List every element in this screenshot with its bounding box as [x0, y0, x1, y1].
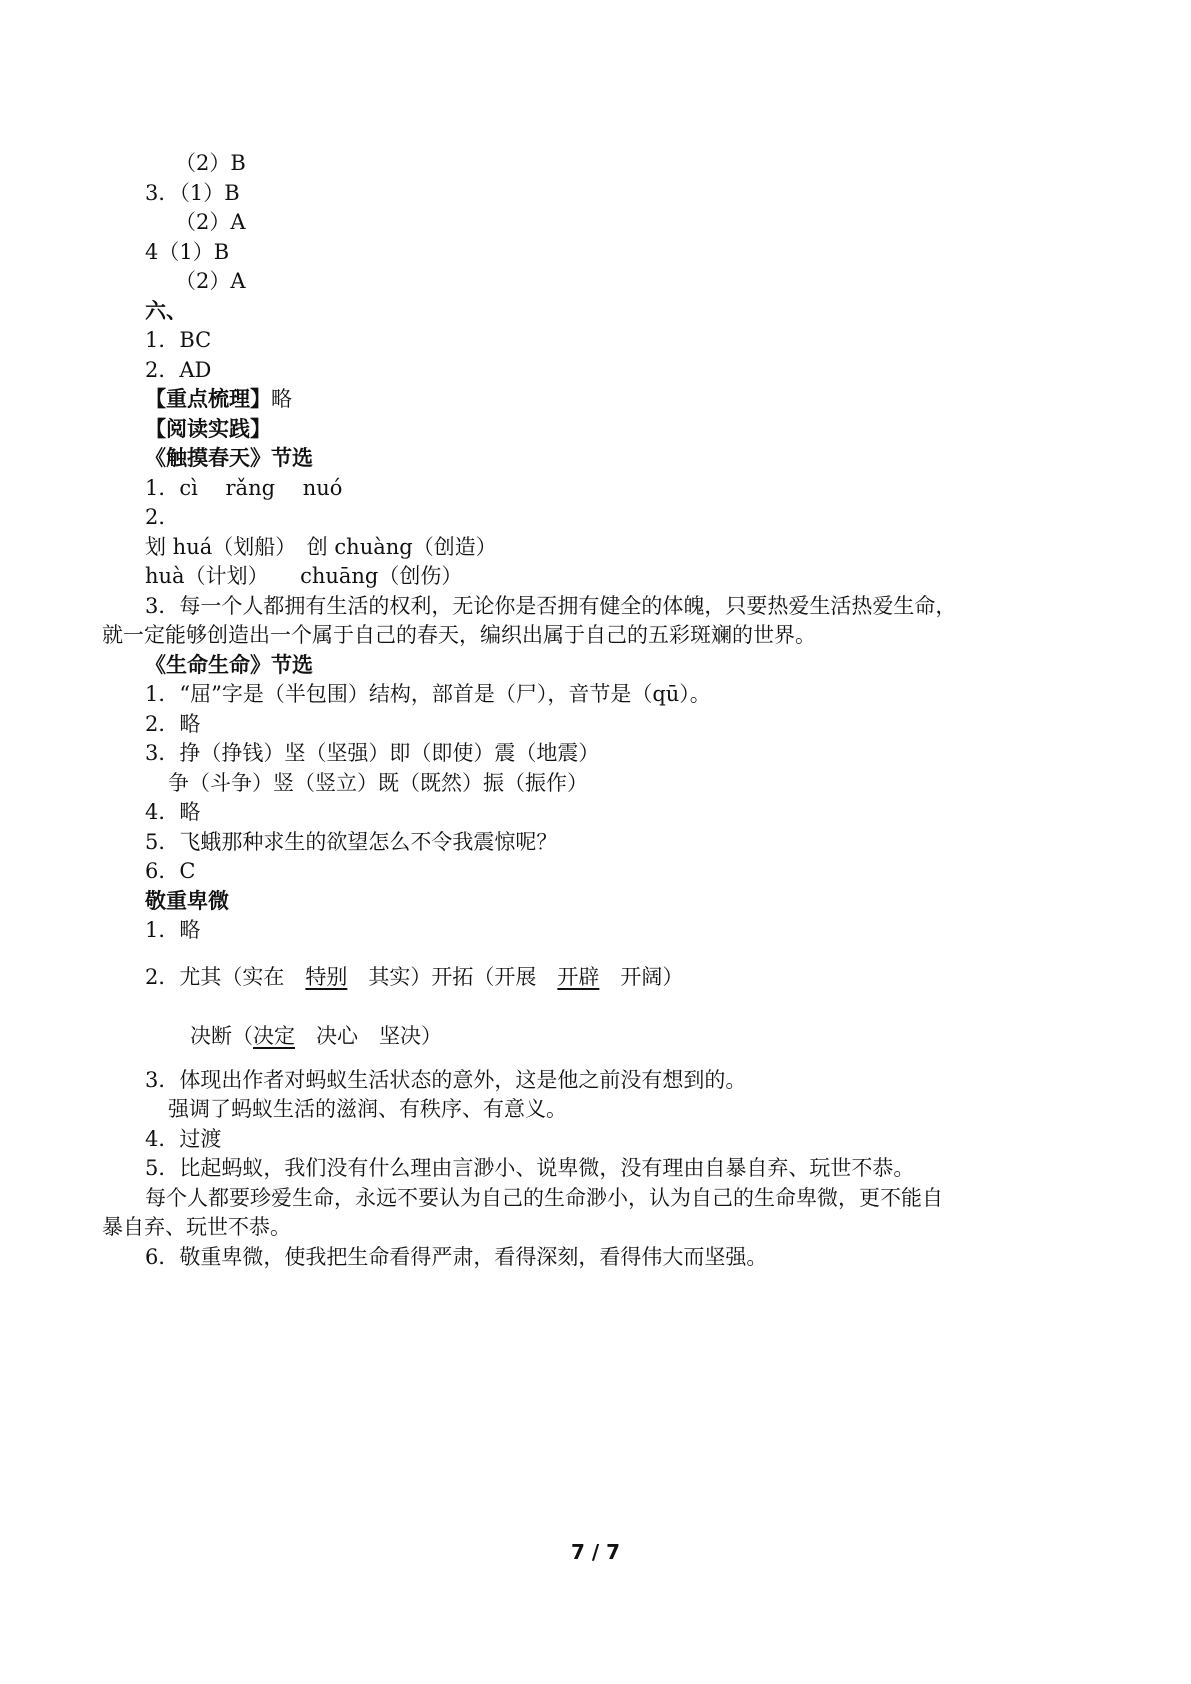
section-heading: 【阅读实践】	[145, 417, 271, 441]
answer-line: 3．体现出作者对蚂蚁生活状态的意外，这是他之前没有想到的。	[145, 1068, 747, 1092]
answer-line: huà（计划） chuāng（创伤）	[145, 564, 463, 588]
answer-line: （2）B	[175, 151, 246, 175]
underlined-answer: 开辟	[557, 965, 600, 989]
answer-line: 1．“屈”字是（半包围）结构，部首是（尸），音节是（qū）。	[145, 682, 711, 706]
answer-line: 4（1）B	[145, 240, 230, 264]
underlined-answer: 决定	[253, 1024, 295, 1048]
answer-line: 6．敬重卑微，使我把生命看得严肃，看得深刻，看得伟大而坚强。	[145, 1245, 768, 1269]
answer-line: 强调了蚂蚁生活的滋润、有秩序、有意义。	[168, 1097, 567, 1121]
answer-line: 暴自弃、玩世不恭。	[102, 1215, 291, 1239]
text-segment: 决心 坚决）	[295, 1024, 442, 1048]
underlined-answer: 特别	[305, 965, 348, 989]
answer-line: 2．AD	[145, 358, 212, 382]
answer-line: （2）A	[175, 210, 246, 234]
passage-title: 《触摸春天》节选	[145, 446, 313, 470]
text-segment: 2．尤其（实在	[145, 965, 306, 989]
answer-line: 4．过渡	[145, 1127, 222, 1151]
answer-line: 每个人都要珍爱生命，永远不要认为自己的生命渺小，认为自己的生命卑微，更不能自	[145, 1186, 943, 1210]
answer-line: 1．略	[145, 918, 201, 942]
key-points-answer: 略	[271, 387, 292, 411]
answer-line: 划 huá（划船） 创 chuàng（创造）	[145, 535, 497, 559]
answer-line: 3．（1）B	[145, 181, 240, 205]
key-points-heading: 【重点梳理】	[145, 387, 271, 411]
answer-line: 1．BC	[145, 328, 212, 352]
answer-line: 就一定能够创造出一个属于自己的春天，编织出属于自己的五彩斑斓的世界。	[102, 623, 816, 647]
answer-line: （2）A	[175, 269, 246, 293]
text-segment: 其实）开拓（开展	[347, 965, 558, 989]
answer-line	[190, 1021, 442, 1051]
answer-line: 5．飞蛾那种求生的欲望怎么不令我震惊呢？	[145, 830, 558, 854]
key-points-line	[145, 384, 292, 414]
answer-line: 1．cì rǎng nuó	[145, 476, 343, 500]
section-heading: 六、	[145, 299, 187, 323]
answer-line: 2．	[145, 505, 180, 529]
answer-line: 4．略	[145, 800, 201, 824]
answer-line: 2．略	[145, 712, 201, 736]
text-segment: 决断（	[190, 1024, 253, 1048]
passage-title: 《生命生命》节选	[145, 653, 313, 677]
answer-line: 3．每一个人都拥有生活的权利，无论你是否拥有健全的体魄，只要热爱生活热爱生命，	[145, 594, 957, 618]
answer-line: 3．挣（挣钱）坚（坚强）即（即使）震（地震）	[145, 741, 600, 765]
answer-line	[145, 962, 683, 992]
answer-line: 5．比起蚂蚁，我们没有什么理由言渺小、说卑微，没有理由自暴自弃、玩世不恭。	[145, 1156, 915, 1180]
answer-line: 6．C	[145, 859, 196, 883]
page-number: 7 / 7	[570, 1540, 621, 1564]
passage-title: 敬重卑微	[145, 889, 229, 913]
answer-line: 争（斗争）竖（竖立）既（既然）振（振作）	[168, 771, 588, 795]
text-segment: 开阔）	[599, 965, 684, 989]
